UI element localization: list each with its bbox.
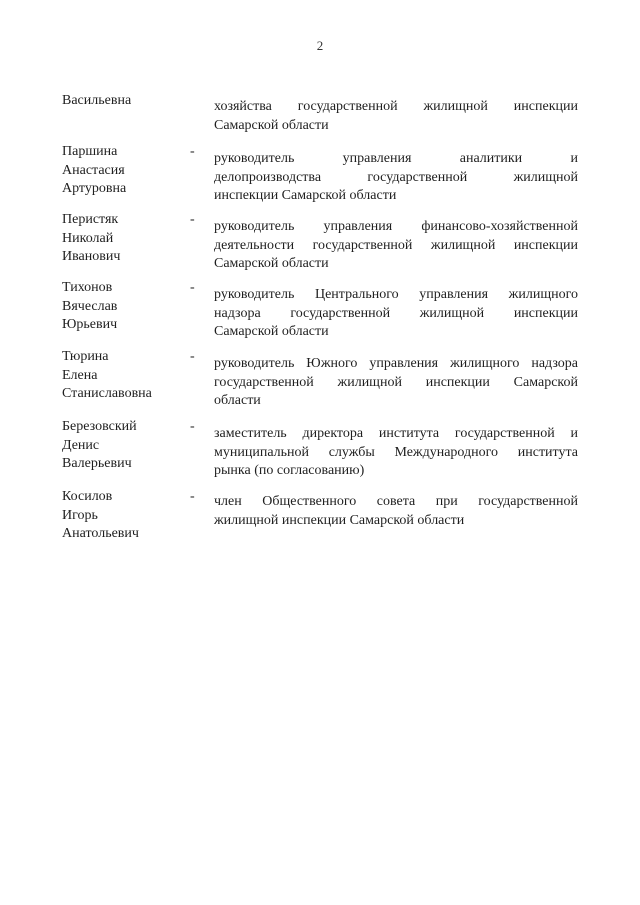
member-name (62, 279, 192, 335)
member-position (214, 218, 578, 274)
position-line: руководитель управления финансово-хозяйственной (214, 219, 578, 234)
member-name-line: Станиславовна (62, 386, 152, 401)
member-name-line: Васильевна (62, 93, 132, 108)
position-line: руководитель управления аналитики и (214, 151, 578, 166)
member-name-line: Березовский (62, 419, 137, 434)
position-line: надзора государственной жилищной инспекции (214, 305, 578, 321)
member-name-line: Анастасия (62, 162, 125, 178)
position-line: Самарской области (214, 256, 329, 271)
member-name-line: Юрьевич (62, 317, 118, 332)
position-line: инспекции Самарской области (214, 188, 397, 203)
member-name (62, 348, 192, 404)
position-line: Самарской области (214, 117, 329, 133)
member-name-line: Паршина (62, 144, 118, 159)
separator-dash: - (190, 144, 195, 159)
member-name-line: Тихонов (62, 280, 113, 295)
member-name (62, 488, 192, 544)
position-line: Самарской области (214, 324, 329, 339)
member-name-line: Валерьевич (62, 456, 132, 471)
member-name-line: Артуровна (62, 181, 127, 196)
member-position (214, 425, 578, 481)
separator-dash: - (190, 489, 195, 504)
member-name-line: Перистяк (62, 212, 119, 227)
member-name-line: Иванович (62, 249, 121, 264)
member-position (214, 98, 578, 135)
position-line: деятельности государственной жилищной инспекции (214, 237, 578, 253)
member-position (214, 493, 578, 530)
member-name-line: Тюрина (62, 349, 109, 364)
position-line: жилищной инспекции Самарской области (214, 512, 465, 528)
member-position (214, 355, 578, 411)
member-name-line: Вячеслав (62, 298, 118, 314)
position-line: заместитель директора института государственной и (214, 426, 578, 441)
member-name-line: Анатольевич (62, 526, 139, 541)
position-line: руководитель Центрального управления жилищного (214, 287, 578, 302)
position-line: хозяйства государственной жилищной инспекции (214, 99, 578, 114)
member-name-line: Игорь (62, 507, 98, 523)
member-name (62, 143, 192, 199)
position-line: государственной жилищной инспекции Самарской (214, 374, 578, 390)
position-line: член Общественного совета при государственной (214, 494, 578, 509)
position-line: области (214, 393, 261, 408)
member-name (62, 211, 192, 267)
position-line: муниципальной службы Международного института (214, 444, 578, 460)
member-position (214, 286, 578, 342)
separator-dash: - (190, 280, 195, 295)
page-number: 2 (316, 38, 324, 53)
member-name (62, 92, 192, 111)
separator-dash: - (190, 349, 195, 364)
separator-dash: - (190, 212, 195, 227)
position-line: делопроизводства государственной жилищной (214, 169, 578, 185)
member-name-line: Николай (62, 230, 114, 246)
member-name (62, 418, 192, 474)
member-name-line: Денис (62, 437, 100, 453)
member-name-line: Елена (62, 367, 98, 383)
position-line: руководитель Южного управления жилищного надзора (214, 356, 578, 371)
position-line: рынка (по согласованию) (214, 463, 365, 478)
member-name-line: Косилов (62, 489, 113, 504)
separator-dash: - (190, 419, 195, 434)
member-position (214, 150, 578, 206)
